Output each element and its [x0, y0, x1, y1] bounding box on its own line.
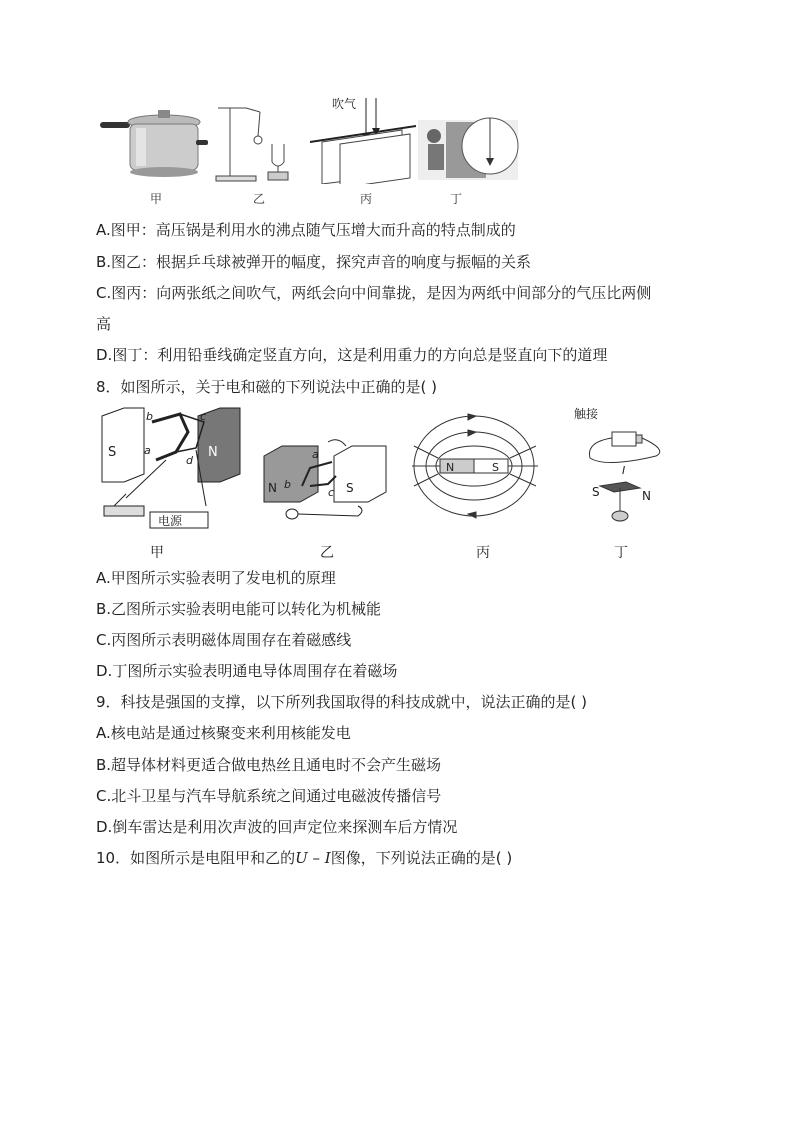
q7-caption-bing: 丙: [360, 192, 373, 206]
q8-option-b: B.乙图所示实验表明电能可以转化为机械能: [96, 600, 382, 618]
q8-caption-yi: 乙: [320, 545, 334, 561]
q7-caption-jia: 甲: [150, 192, 163, 206]
svg-text:a: a: [312, 448, 319, 461]
jia-source-label: 电源: [158, 514, 183, 528]
pressure-cooker-illustration: [100, 110, 208, 177]
blow-label: 吹气: [332, 97, 357, 111]
q8-yi-diagram: [264, 440, 386, 519]
q9-stem: 9．科技是强国的支撑，以下所列我国取得的科技成就中，说法正确的是( ): [96, 693, 588, 711]
q8-ding-oersted: [574, 406, 660, 521]
q7-figure: [96, 92, 526, 184]
q9-option-a: A.核电站是通过核聚变来利用核能发电: [96, 724, 351, 742]
q10-stem-part2: 图像，下列说法正确的是( ): [330, 849, 513, 867]
svg-text:c: c: [200, 410, 207, 423]
jia-pole-s: S: [108, 445, 117, 460]
svg-text:S: S: [346, 481, 354, 495]
tuning-fork-illustration: [216, 108, 288, 181]
q7-caption-yi: 乙: [253, 192, 266, 206]
q8-jia-diagram: [102, 408, 240, 528]
q8-option-c: C.丙图所示表明磁体周围存在着磁感线: [96, 631, 352, 649]
svg-text:N: N: [446, 461, 455, 474]
svg-text:a: a: [144, 444, 151, 457]
q7-option-a: A.图甲：高压锅是利用水的沸点随气压增大而升高的特点制成的: [96, 221, 516, 239]
jia-pole-n: N: [208, 445, 218, 460]
plumb-line-illustration: [418, 118, 518, 180]
q8-caption-ding: 丁: [614, 545, 628, 561]
svg-text:S: S: [592, 485, 600, 499]
svg-text:N: N: [642, 489, 651, 503]
q7-option-c-continued: 高: [96, 315, 112, 333]
paper-sheets-illustration: [310, 96, 416, 184]
q9-option-d: D.倒车雷达是利用次声波的回声定位来探测车后方情况: [96, 818, 458, 836]
svg-text:S: S: [492, 461, 499, 474]
q8-stem: 8．如图所示，关于电和磁的下列说法中正确的是( ): [96, 378, 438, 396]
svg-text:N: N: [268, 481, 277, 495]
q8-figure: [96, 402, 676, 532]
svg-text:b: b: [146, 410, 153, 423]
q9-option-c: C.北斗卫星与汽车导航系统之间通过电磁波传播信号: [96, 787, 442, 805]
q8-option-d: D.丁图所示实验表明通电导体周围存在着磁场: [96, 662, 398, 680]
q10-stem-math: U – I: [295, 849, 331, 867]
q7-option-b: B.图乙：根据乒乓球被弹开的幅度，探究声音的响度与振幅的关系: [96, 253, 532, 271]
q8-caption-jia: 甲: [150, 545, 164, 561]
q8-bing-magnet-field: [412, 414, 538, 518]
svg-text:d: d: [186, 454, 193, 467]
q7-option-d: D.图丁：利用铅垂线确定竖直方向，这是利用重力的方向总是竖直向下的道理: [96, 346, 608, 364]
q7-caption-ding: 丁: [450, 192, 463, 206]
ding-touch-label: 触接: [574, 407, 599, 421]
q10-stem: [96, 848, 512, 868]
q8-caption-bing: 丙: [476, 545, 490, 561]
q7-option-c: C.图丙：向两张纸之间吹气，两纸会向中间靠拢，是因为两纸中间部分的气压比两侧: [96, 284, 652, 302]
q9-option-b: B.超导体材料更适合做电热丝且通电时不会产生磁场: [96, 756, 442, 774]
svg-text:I: I: [622, 464, 626, 477]
svg-text:c: c: [328, 486, 335, 499]
svg-text:b: b: [284, 478, 291, 491]
q10-stem-part1: 10．如图所示是电阻甲和乙的: [96, 849, 296, 867]
q8-option-a: A.甲图所示实验表明了发电机的原理: [96, 569, 336, 587]
